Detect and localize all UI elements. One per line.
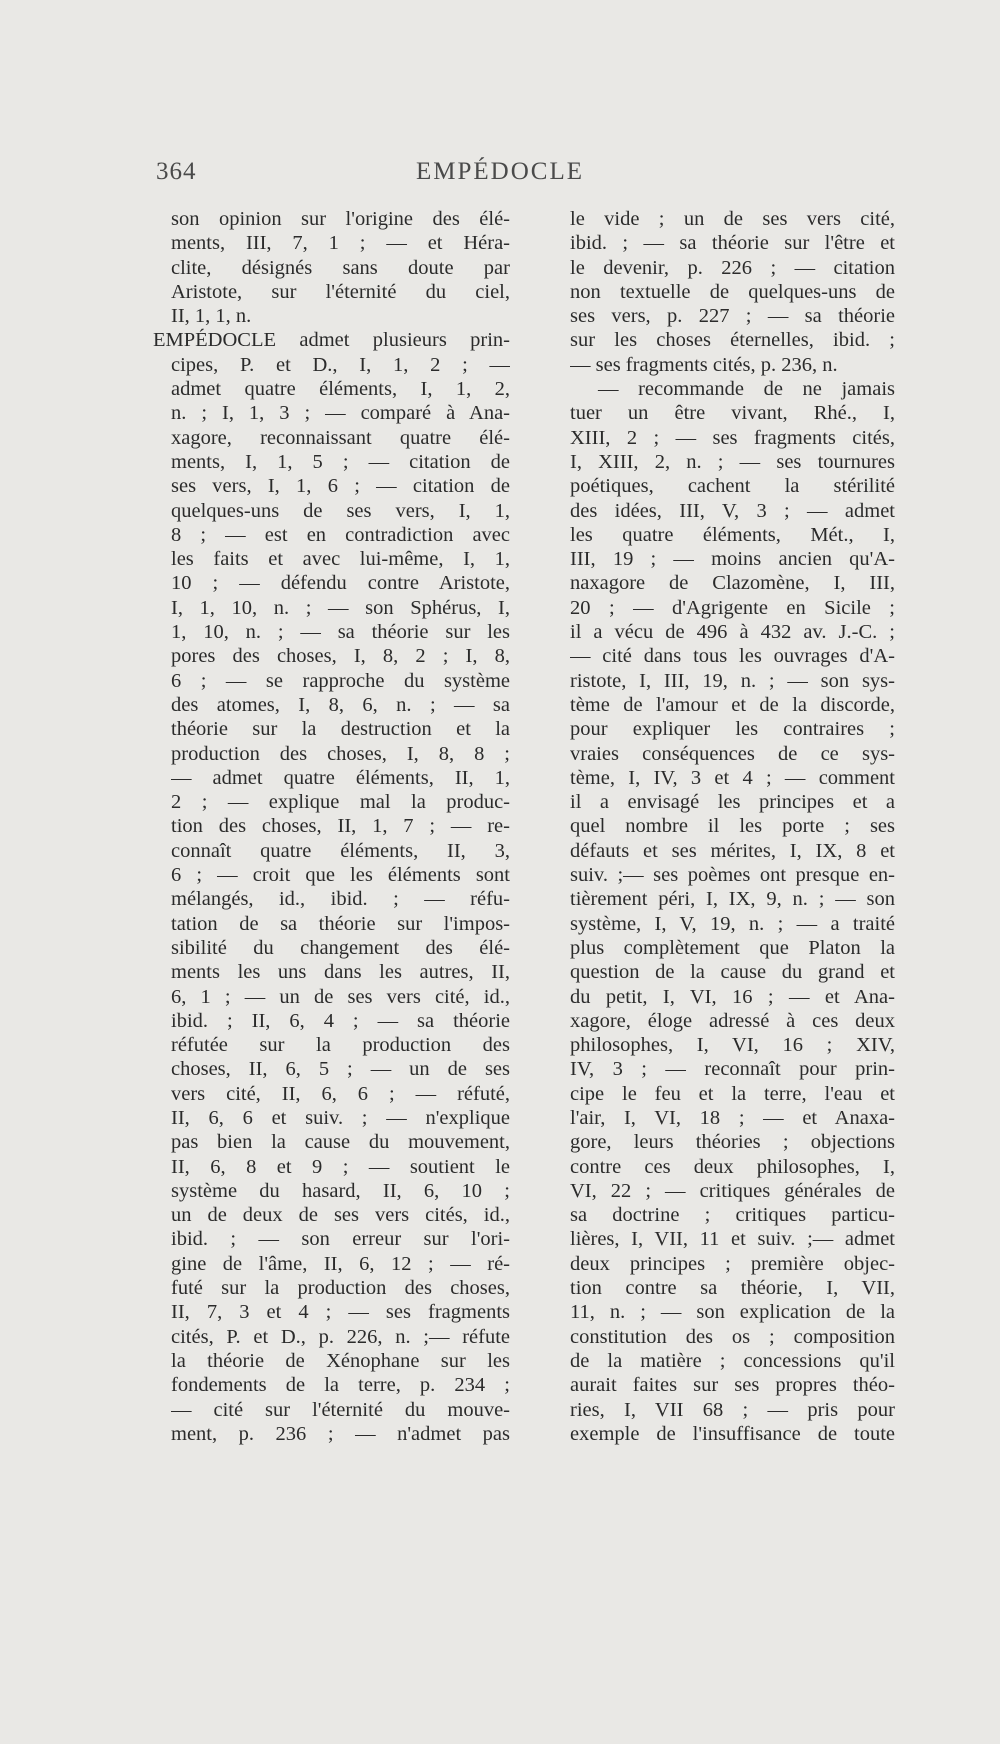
index-line: gore, leurs théories ; objections [570, 1131, 895, 1154]
page-number: 364 [156, 158, 197, 185]
index-line: ments, I, 1, 5 ; — citation de [171, 450, 510, 473]
index-line: 8 ; — est en contradiction avec [171, 523, 510, 546]
index-line: — recommande de ne jamais [598, 378, 895, 401]
index-line: ibid. ; — sa théorie sur l'être et [570, 232, 895, 255]
index-line: I, 1, 10, n. ; — son Sphérus, I, [171, 596, 510, 619]
index-line: un de deux de ses vers cités, id., [171, 1204, 510, 1227]
index-line: ses vers, p. 227 ; — sa théorie [570, 305, 895, 328]
index-line: ments, III, 7, 1 ; — et Héra- [171, 232, 510, 255]
index-line: tation de sa théorie sur l'impos- [171, 912, 510, 935]
index-line: philosophes, I, VI, 16 ; XIV, [570, 1034, 895, 1057]
index-line: — admet quatre éléments, II, 1, [171, 766, 510, 789]
index-line: théorie sur la destruction et la [171, 718, 510, 741]
index-line: pores des choses, I, 8, 2 ; I, 8, [171, 645, 510, 668]
index-line: 20 ; — d'Agrigente en Sicile ; [570, 596, 895, 619]
index-line: 1, 10, n. ; — sa théorie sur les [171, 621, 510, 644]
index-line: I, XIII, 2, n. ; — ses tournures [570, 450, 895, 473]
index-line: son opinion sur l'origine des élé- [171, 208, 510, 230]
index-line: sibilité du changement des élé- [171, 936, 510, 959]
index-line: lières, I, VII, 11 et suiv. ;— admet [570, 1228, 895, 1251]
index-line: non textuelle de quelques-uns de [570, 280, 895, 303]
index-line: VI, 22 ; — critiques générales de [570, 1179, 895, 1202]
index-line: connaît quatre éléments, II, 3, [171, 839, 510, 862]
index-line: III, 19 ; — moins ancien qu'A- [570, 548, 895, 571]
index-line: sa doctrine ; critiques particu- [570, 1204, 895, 1227]
index-line: tème de l'amour et de la discorde, [570, 693, 895, 716]
index-line: 6 ; — croit que les éléments sont [171, 864, 510, 887]
index-line: II, 6, 8 et 9 ; — soutient le [171, 1155, 510, 1178]
index-line: XIII, 2 ; — ses fragments cités, [570, 426, 895, 449]
index-line: mélangés, id., ibid. ; — réfu- [171, 888, 510, 911]
index-line: des idées, III, V, 3 ; — admet [570, 499, 895, 522]
index-line: 2 ; — explique mal la produc- [171, 791, 510, 814]
index-line: ibid. ; — son erreur sur l'ori- [171, 1228, 510, 1251]
index-line: gine de l'âme, II, 6, 12 ; — ré- [171, 1252, 510, 1275]
index-line: ristote, I, III, 19, n. ; — son sys- [570, 669, 895, 692]
index-line: du petit, I, VI, 16 ; — et Ana- [570, 985, 895, 1008]
index-line: poétiques, cachent la stérilité [570, 475, 895, 498]
index-line: aurait faites sur ses propres théo- [570, 1374, 895, 1397]
index-line: système du hasard, II, 6, 10 ; [171, 1179, 510, 1202]
index-line: l'air, I, VI, 18 ; — et Anaxa- [570, 1106, 895, 1129]
index-line: futé sur la production des choses, [171, 1277, 510, 1300]
running-title: EMPÉDOCLE [416, 158, 584, 185]
index-line: pour expliquer les contraires ; [570, 718, 895, 741]
index-line: plus complètement que Platon la [570, 936, 895, 959]
index-line: deux principes ; première objec- [570, 1252, 895, 1275]
index-line: quelques-uns de ses vers, I, 1, [171, 499, 510, 522]
index-line: clite, désignés sans doute par [171, 256, 510, 279]
index-line: sur les choses éternelles, ibid. ; [570, 329, 895, 352]
index-line: xagore, éloge adressé à ces deux [570, 1009, 895, 1032]
index-line: — ses fragments cités, p. 236, n. [570, 353, 838, 376]
index-line: le vide ; un de ses vers cité, [570, 208, 895, 230]
index-line: choses, II, 6, 5 ; — un de ses [171, 1058, 510, 1081]
index-line: 6, 1 ; — un de ses vers cité, id., [171, 985, 510, 1008]
index-column-left [153, 207, 510, 1446]
index-line: pas bien la cause du mouvement, [171, 1131, 510, 1154]
index-line: 6 ; — se rapproche du système [171, 669, 510, 692]
index-line: xagore, reconnaissant quatre élé- [171, 426, 510, 449]
index-line: tion contre sa théorie, I, VII, [570, 1277, 895, 1300]
index-line: admet quatre éléments, I, 1, 2, [171, 378, 510, 401]
index-line: ments les uns dans les autres, II, [171, 961, 510, 984]
index-line: tuer un être vivant, Rhé., I, [570, 402, 895, 425]
index-line: constitution des os ; composition [570, 1325, 895, 1348]
index-line: production des choses, I, 8, 8 ; [171, 742, 510, 765]
index-line: fondements de la terre, p. 234 ; [171, 1374, 510, 1397]
index-line: II, 7, 3 et 4 ; — ses fragments [171, 1301, 510, 1324]
index-line: exemple de l'insuffisance de toute [570, 1422, 895, 1445]
index-line: cipes, P. et D., I, 1, 2 ; — [171, 353, 510, 376]
index-line: vraies conséquences de ce sys- [570, 742, 895, 765]
index-line: les faits et avec lui-même, I, 1, [171, 548, 510, 571]
index-line: suiv. ;— ses poèmes ont presque en- [570, 864, 895, 887]
index-line: tème, I, IV, 3 et 4 ; — comment [570, 766, 895, 789]
index-line: II, 6, 6 et suiv. ; — n'explique [171, 1106, 510, 1129]
index-line: défauts et ses mérites, I, IX, 8 et [570, 839, 895, 862]
index-line: 10 ; — défendu contre Aristote, [171, 572, 510, 595]
index-line: des atomes, I, 8, 6, n. ; — sa [171, 693, 510, 716]
index-line: — cité dans tous les ouvrages d'A- [570, 645, 895, 668]
index-line: tion des choses, II, 1, 7 ; — re- [171, 815, 510, 838]
index-line: système, I, V, 19, n. ; — a traité [570, 912, 895, 935]
index-line: 11, n. ; — son explication de la [570, 1301, 895, 1324]
index-line: il a vécu de 496 à 432 av. J.-C. ; [570, 621, 895, 644]
index-line: naxagore de Clazomène, I, III, [570, 572, 895, 595]
index-line: la théorie de Xénophane sur les [171, 1349, 510, 1372]
index-line: les quatre éléments, Mét., I, [570, 523, 895, 546]
index-line: il a envisagé les principes et a [570, 791, 895, 814]
running-head [0, 158, 1000, 188]
index-line: cipe le feu et la terre, l'eau et [570, 1082, 895, 1105]
index-line: ries, I, VII 68 ; — pris pour [570, 1398, 895, 1421]
index-line: — cité sur l'éternité du mouve- [171, 1398, 510, 1421]
index-line: ses vers, I, 1, 6 ; — citation de [171, 475, 510, 498]
index-line: Aristote, sur l'éternité du ciel, [171, 280, 510, 303]
index-line: vers cité, II, 6, 6 ; — réfuté, [171, 1082, 510, 1105]
index-line: de la matière ; concessions qu'il [570, 1349, 895, 1372]
index-column-right [570, 207, 895, 1446]
index-line: ment, p. 236 ; — n'admet pas [171, 1422, 510, 1445]
index-line: tièrement péri, I, IX, 9, n. ; — son [570, 888, 895, 911]
index-line: quel nombre il les porte ; ses [570, 815, 895, 838]
index-line: EMPÉDOCLE admet plusieurs prin- [153, 329, 510, 352]
index-line: le devenir, p. 226 ; — citation [570, 256, 895, 279]
index-line: n. ; I, 1, 3 ; — comparé à Ana- [171, 402, 510, 425]
index-line: II, 1, 1, n. [171, 305, 252, 328]
index-line: contre ces deux philosophes, I, [570, 1155, 895, 1178]
index-line: question de la cause du grand et [570, 961, 895, 984]
index-line: cités, P. et D., p. 226, n. ;— réfute [171, 1325, 510, 1348]
index-line: IV, 3 ; — reconnaît pour prin- [570, 1058, 895, 1081]
index-line: réfutée sur la production des [171, 1034, 510, 1057]
index-line: ibid. ; II, 6, 4 ; — sa théorie [171, 1009, 510, 1032]
